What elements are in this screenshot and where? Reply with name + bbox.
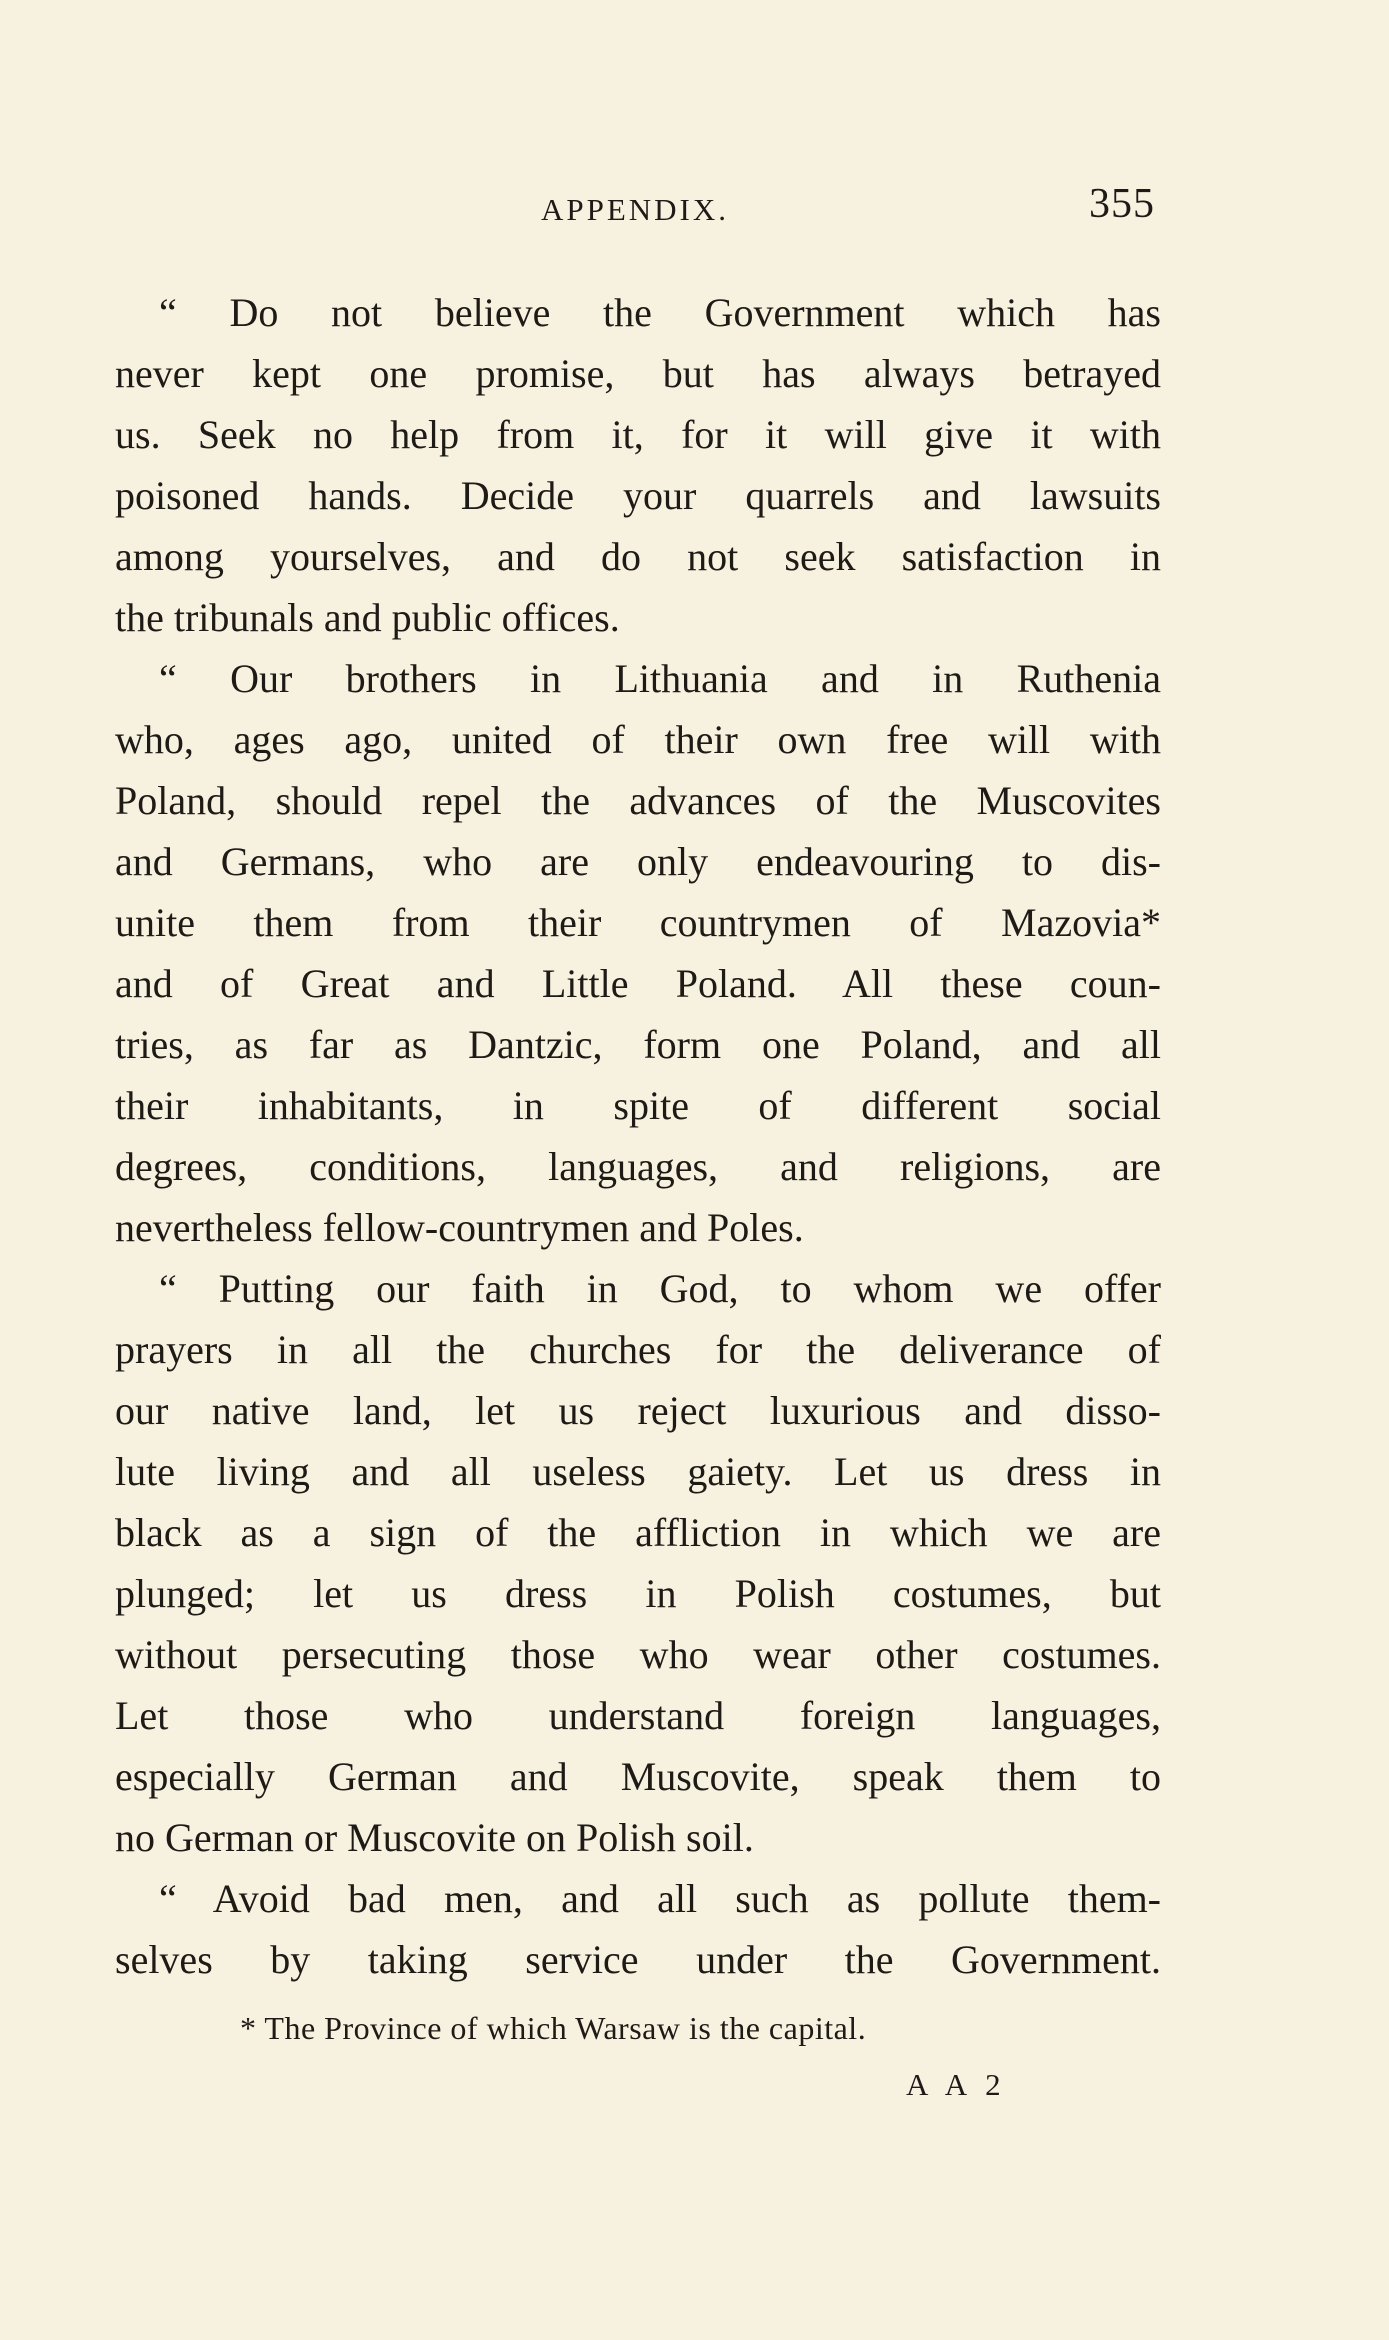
text-line: poisoned hands. Decide your quarrels and lawsuits xyxy=(115,473,1161,518)
text-line: “ Our brothers in Lithuania and in Ruthenia xyxy=(159,656,1161,701)
text-line: lute living and all useless gaiety. Let us dress in xyxy=(115,1449,1161,1494)
text-line: Poland, should repel the advances of the Muscovites xyxy=(115,778,1161,823)
signature-mark: A A 2 xyxy=(906,2067,1007,2102)
text-line: who, ages ago, united of their own free will with xyxy=(115,717,1161,762)
text-line: among yourselves, and do not seek satisfaction in xyxy=(115,534,1161,579)
text-line: “ Do not believe the Government which has xyxy=(159,290,1161,335)
text-line: nevertheless fellow-countrymen and Poles. xyxy=(115,1205,804,1250)
text-line: never kept one promise, but has always betrayed xyxy=(115,351,1161,396)
text-line: prayers in all the churches for the deliverance of xyxy=(115,1327,1161,1372)
text-line: unite them from their countrymen of Mazovia* xyxy=(115,900,1161,945)
text-line: tries, as far as Dantzic, form one Poland, and all xyxy=(115,1022,1161,1067)
page-number: 355 xyxy=(1089,181,1155,227)
text-line: and Germans, who are only endeavouring to dis- xyxy=(115,839,1161,884)
text-line: and of Great and Little Poland. All these coun- xyxy=(115,961,1161,1006)
text-line: our native land, let us reject luxurious and disso- xyxy=(115,1388,1161,1433)
running-head: APPENDIX. xyxy=(540,192,730,227)
text-line: black as a sign of the affliction in which we are xyxy=(115,1510,1161,1555)
text-line: “ Avoid bad men, and all such as pollute them- xyxy=(159,1876,1161,1921)
footnote: * The Province of which Warsaw is the capital. xyxy=(240,2010,867,2046)
text-line: “ Putting our faith in God, to whom we offer xyxy=(159,1266,1161,1311)
text-line: the tribunals and public offices. xyxy=(115,595,620,640)
text-line: degrees, conditions, languages, and religions, are xyxy=(115,1144,1161,1189)
text-line: especially German and Muscovite, speak them to xyxy=(115,1754,1161,1799)
text-line: no German or Muscovite on Polish soil. xyxy=(115,1815,754,1860)
text-line: Let those who understand foreign languages, xyxy=(115,1693,1161,1738)
text-line: their inhabitants, in spite of different social xyxy=(115,1083,1161,1128)
text-line: without persecuting those who wear other costumes. xyxy=(115,1632,1161,1677)
body-text xyxy=(115,282,1161,1990)
text-line: plunged; let us dress in Polish costumes, but xyxy=(115,1571,1161,1616)
text-line: us. Seek no help from it, for it will give it with xyxy=(115,412,1161,457)
text-line: selves by taking service under the Government. xyxy=(115,1937,1161,1982)
page-header xyxy=(115,180,1155,240)
